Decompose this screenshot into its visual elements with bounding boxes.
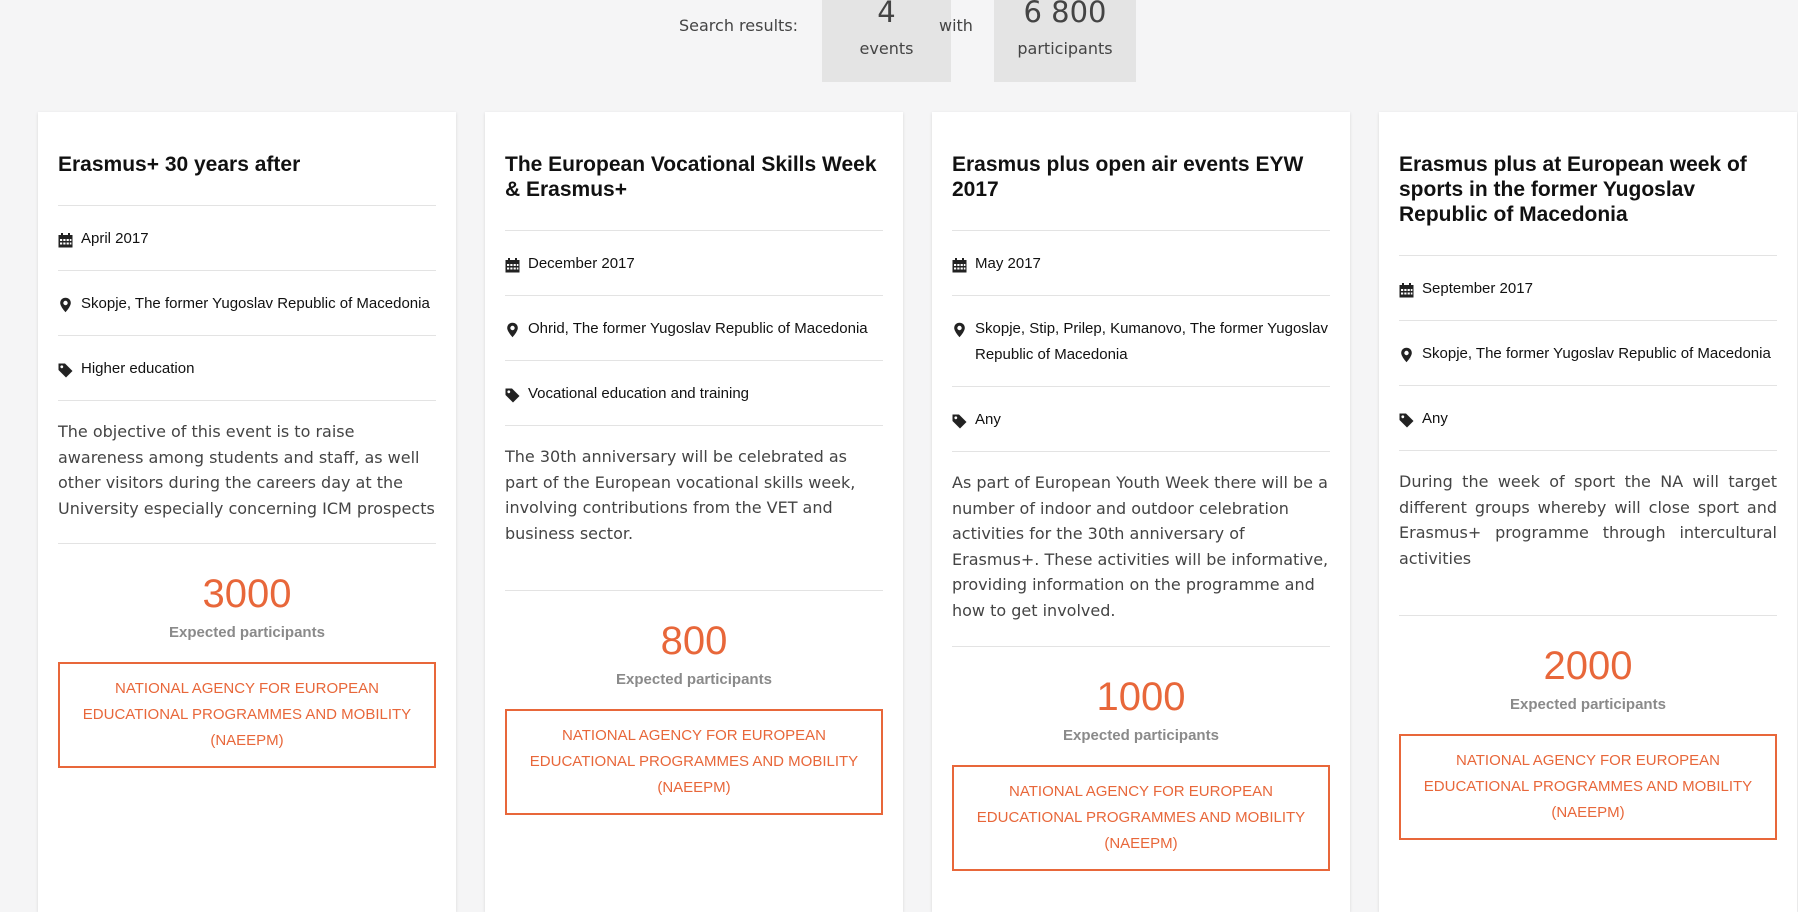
with-text: with (939, 16, 973, 35)
organizer-button[interactable]: NATIONAL AGENCY FOR EUROPEAN EDUCATIONAL PROGRAMMES AND MOBILITY (NAEEPM) (952, 765, 1330, 871)
tag-icon (505, 386, 520, 401)
event-date (1399, 276, 1777, 302)
event-location-text: Skopje, The former Yugoslav Republic of Macedonia (81, 295, 430, 312)
organizer-button[interactable]: NATIONAL AGENCY FOR EUROPEAN EDUCATIONAL PROGRAMMES AND MOBILITY (NAEEPM) (58, 662, 436, 768)
event-category-text: Higher education (81, 360, 195, 377)
event-date-text: April 2017 (81, 230, 149, 247)
divider (505, 590, 883, 591)
events-unit: events (859, 39, 914, 58)
map-pin-icon (952, 321, 967, 336)
tag-icon (952, 412, 967, 427)
divider (505, 360, 883, 361)
tag-icon (58, 361, 73, 376)
participants-count: 6 800 (1023, 0, 1107, 29)
event-title[interactable]: Erasmus plus at European week of sports in the former Yugoslav Republic of Macedonia (1399, 153, 1747, 226)
event-card (932, 112, 1350, 912)
divider (952, 451, 1330, 452)
event-date-text: September 2017 (1422, 280, 1533, 297)
divider (952, 295, 1330, 296)
event-title[interactable]: The European Vocational Skills Week & Erasmus+ (505, 153, 877, 201)
participants-unit: participants (1017, 39, 1113, 58)
calendar-icon (952, 256, 967, 271)
event-category (58, 356, 436, 382)
divider (1399, 385, 1777, 386)
divider (58, 543, 436, 544)
divider (58, 270, 436, 271)
event-date-text: May 2017 (975, 255, 1041, 272)
events-count: 4 (877, 0, 896, 29)
event-description: During the week of sport the NA will target different groups whereby will close sport and Erasmus+ programme through intercultural activities (1399, 472, 1777, 568)
expected-participants-label: Expected participants (1063, 726, 1219, 744)
event-category-text: Any (975, 411, 1001, 428)
event-category (1399, 406, 1777, 432)
organizer-button[interactable]: NATIONAL AGENCY FOR EUROPEAN EDUCATIONAL PROGRAMMES AND MOBILITY (NAEEPM) (505, 709, 883, 815)
event-date (952, 251, 1330, 277)
event-category (952, 407, 1330, 433)
divider (505, 230, 883, 231)
calendar-icon (1399, 281, 1414, 296)
event-description: As part of European Youth Week there will be a number of indoor and outdoor celebration activities for the 30th anniversary of Erasmus+. These activities will be informative, providing information on the programme and how to get involved. (952, 473, 1329, 620)
search-results-summary (0, 0, 1798, 82)
map-pin-icon (505, 321, 520, 336)
event-card (38, 112, 456, 912)
expected-participants-count: 1000 (1096, 674, 1186, 719)
event-description: The 30th anniversary will be celebrated as part of the European vocational skills week, involving contributions from the VET and business sector. (505, 447, 856, 543)
tag-icon (1399, 411, 1414, 426)
divider (1399, 255, 1777, 256)
event-title[interactable]: Erasmus+ 30 years after (58, 153, 301, 176)
divider (952, 230, 1330, 231)
expected-participants-count: 3000 (202, 572, 292, 617)
event-location (952, 316, 1330, 368)
divider (58, 205, 436, 206)
event-description: The objective of this event is to raise awareness among students and staff, as well other visitors during the careers day at the University especially concerning ICM prospects (58, 422, 435, 518)
map-pin-icon (58, 296, 73, 311)
divider (58, 335, 436, 336)
event-location-text: Skopje, Stip, Prilep, Kumanovo, The former Yugoslav Republic of Macedonia (975, 320, 1328, 363)
divider (1399, 615, 1777, 616)
event-location-text: Ohrid, The former Yugoslav Republic of Macedonia (528, 320, 868, 337)
divider (952, 646, 1330, 647)
expected-participants-label: Expected participants (169, 624, 325, 642)
search-results-label: Search results: (679, 16, 799, 35)
divider (1399, 450, 1777, 451)
participants-count-box (994, 0, 1136, 82)
event-card (485, 112, 903, 912)
divider (1399, 320, 1777, 321)
event-title[interactable]: Erasmus plus open air events EYW 2017 (952, 153, 1304, 201)
event-category-text: Vocational education and training (528, 385, 750, 402)
expected-participants-count: 800 (660, 619, 728, 664)
map-pin-icon (1399, 346, 1414, 361)
event-category-text: Any (1422, 410, 1448, 427)
expected-participants-label: Expected participants (1510, 696, 1666, 714)
divider (952, 386, 1330, 387)
calendar-icon (505, 256, 520, 271)
event-date (505, 251, 883, 277)
event-location (505, 316, 883, 342)
events-count-box (822, 0, 951, 82)
event-location (58, 291, 436, 317)
divider (505, 425, 883, 426)
event-location-text: Skopje, The former Yugoslav Republic of Macedonia (1422, 345, 1771, 362)
event-category (505, 381, 883, 407)
event-card (1379, 112, 1797, 912)
organizer-button[interactable]: NATIONAL AGENCY FOR EUROPEAN EDUCATIONAL PROGRAMMES AND MOBILITY (NAEEPM) (1399, 734, 1777, 840)
event-location (1399, 341, 1777, 367)
event-date (58, 226, 436, 252)
divider (58, 400, 436, 401)
expected-participants-label: Expected participants (616, 671, 772, 689)
divider (505, 295, 883, 296)
expected-participants-count: 2000 (1543, 644, 1633, 689)
calendar-icon (58, 231, 73, 246)
event-date-text: December 2017 (528, 255, 635, 272)
